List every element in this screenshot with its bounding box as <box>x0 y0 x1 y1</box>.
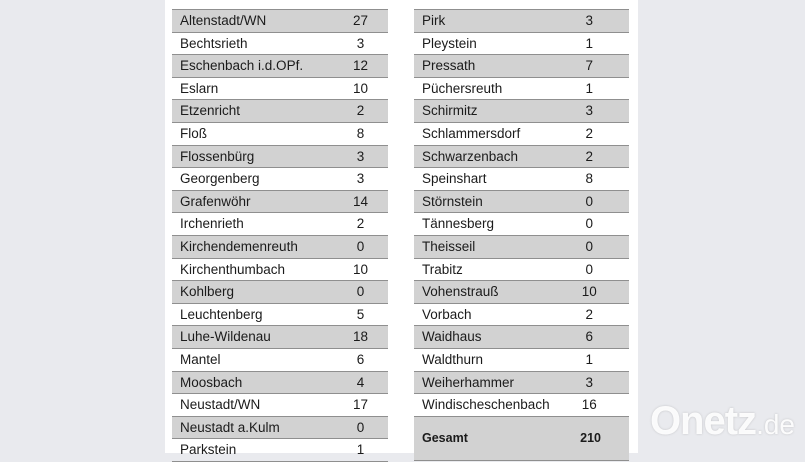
municipality-name: Altenstadt/WN <box>172 10 333 33</box>
municipality-name: Kirchenthumbach <box>172 258 333 281</box>
table-row <box>414 145 629 168</box>
municipality-name: Pirk <box>414 10 550 33</box>
municipality-table-left <box>172 9 388 462</box>
table-row <box>172 32 388 55</box>
municipality-count: 7 <box>550 55 629 78</box>
municipality-count: 1 <box>550 77 629 100</box>
municipality-count: 3 <box>550 10 629 33</box>
table-row <box>414 122 629 145</box>
municipality-name: Vorbach <box>414 303 550 326</box>
table-row <box>414 394 629 417</box>
municipality-name: Weiherhammer <box>414 371 550 394</box>
table-row <box>172 213 388 236</box>
table-row <box>172 77 388 100</box>
municipality-count: 2 <box>550 122 629 145</box>
municipality-count: 0 <box>333 235 388 258</box>
municipality-count: 8 <box>550 168 629 191</box>
municipality-count: 3 <box>333 168 388 191</box>
municipality-count: 5 <box>333 303 388 326</box>
table-row <box>172 258 388 281</box>
municipality-count: 0 <box>333 416 388 439</box>
table-row <box>172 55 388 78</box>
table-row <box>172 168 388 191</box>
table-row <box>172 303 388 326</box>
municipality-name: Trabitz <box>414 258 550 281</box>
table-row <box>414 10 629 33</box>
municipality-count: 2 <box>550 145 629 168</box>
municipality-name: Pleystein <box>414 32 550 55</box>
municipality-count: 14 <box>333 190 388 213</box>
table-row <box>172 10 388 33</box>
table-row <box>414 168 629 191</box>
municipality-count: 4 <box>333 371 388 394</box>
table-row <box>414 371 629 394</box>
table-row <box>172 371 388 394</box>
table-row <box>414 281 629 304</box>
municipality-name: Mantel <box>172 348 333 371</box>
municipality-name: Theisseil <box>414 235 550 258</box>
municipality-name: Kirchendemenreuth <box>172 235 333 258</box>
table-row <box>414 348 629 371</box>
municipality-count: 6 <box>333 348 388 371</box>
municipality-count: 10 <box>550 281 629 304</box>
municipality-name: Vohenstrauß <box>414 281 550 304</box>
table-row <box>414 326 629 349</box>
municipality-count: 3 <box>333 32 388 55</box>
table-row <box>414 100 629 123</box>
onetz-watermark-logo <box>650 399 795 444</box>
municipality-count: 6 <box>550 326 629 349</box>
total-row <box>414 416 629 460</box>
municipality-name: Schlammersdorf <box>414 122 550 145</box>
municipality-count: 16 <box>550 394 629 417</box>
total-label: Gesamt <box>414 416 550 460</box>
table-row <box>414 213 629 236</box>
municipality-count: 2 <box>550 303 629 326</box>
municipality-name: Neustadt/WN <box>172 394 333 417</box>
municipality-count: 0 <box>550 235 629 258</box>
municipality-count: 0 <box>550 190 629 213</box>
municipality-name: Floß <box>172 122 333 145</box>
table-row <box>172 439 388 462</box>
municipality-count: 17 <box>333 394 388 417</box>
municipality-count: 1 <box>550 32 629 55</box>
municipality-count: 1 <box>550 348 629 371</box>
municipality-count: 12 <box>333 55 388 78</box>
table-row <box>172 394 388 417</box>
table-row <box>172 416 388 439</box>
municipality-count: 8 <box>333 122 388 145</box>
municipality-name: Kohlberg <box>172 281 333 304</box>
municipality-name: Eslarn <box>172 77 333 100</box>
municipality-count: 3 <box>333 145 388 168</box>
table-row <box>414 190 629 213</box>
table-row <box>414 258 629 281</box>
municipality-count: 10 <box>333 258 388 281</box>
municipality-name: Grafenwöhr <box>172 190 333 213</box>
municipality-count: 3 <box>550 100 629 123</box>
municipality-count: 0 <box>333 281 388 304</box>
municipality-count: 0 <box>550 213 629 236</box>
municipality-count: 2 <box>333 213 388 236</box>
municipality-name: Tännesberg <box>414 213 550 236</box>
municipality-name: Speinshart <box>414 168 550 191</box>
table-row <box>414 55 629 78</box>
total-value: 210 <box>550 416 629 460</box>
municipality-name: Pressath <box>414 55 550 78</box>
table-row <box>172 100 388 123</box>
table-row <box>172 145 388 168</box>
table-row <box>414 235 629 258</box>
municipality-name: Störnstein <box>414 190 550 213</box>
municipality-count: 1 <box>333 439 388 462</box>
municipality-table-right <box>414 9 629 461</box>
municipality-count: 3 <box>550 371 629 394</box>
table-row <box>172 326 388 349</box>
table-row <box>172 235 388 258</box>
table-row <box>414 303 629 326</box>
municipality-name: Windischeschenbach <box>414 394 550 417</box>
municipality-name: Schirmitz <box>414 100 550 123</box>
municipality-name: Flossenbürg <box>172 145 333 168</box>
municipality-name: Luhe-Wildenau <box>172 326 333 349</box>
table-row <box>172 122 388 145</box>
municipality-name: Moosbach <box>172 371 333 394</box>
municipality-name: Irchenrieth <box>172 213 333 236</box>
table-row <box>172 190 388 213</box>
municipality-name: Leuchtenberg <box>172 303 333 326</box>
municipality-count: 27 <box>333 10 388 33</box>
municipality-name: Schwarzenbach <box>414 145 550 168</box>
municipality-name: Waldthurn <box>414 348 550 371</box>
municipality-count: 0 <box>550 258 629 281</box>
municipality-count: 18 <box>333 326 388 349</box>
municipality-name: Püchersreuth <box>414 77 550 100</box>
watermark-brand: Onetz <box>649 399 757 443</box>
table-row <box>172 281 388 304</box>
municipality-name: Parkstein <box>172 439 333 462</box>
municipality-count: 10 <box>333 77 388 100</box>
watermark-tld: .de <box>756 409 795 440</box>
table-row <box>172 348 388 371</box>
municipality-name: Bechtsrieth <box>172 32 333 55</box>
municipality-name: Eschenbach i.d.OPf. <box>172 55 333 78</box>
municipality-count: 2 <box>333 100 388 123</box>
municipality-name: Waidhaus <box>414 326 550 349</box>
municipality-name: Georgenberg <box>172 168 333 191</box>
municipality-name: Neustadt a.Kulm <box>172 416 333 439</box>
table-row <box>414 77 629 100</box>
table-row <box>414 32 629 55</box>
municipality-name: Etzenricht <box>172 100 333 123</box>
